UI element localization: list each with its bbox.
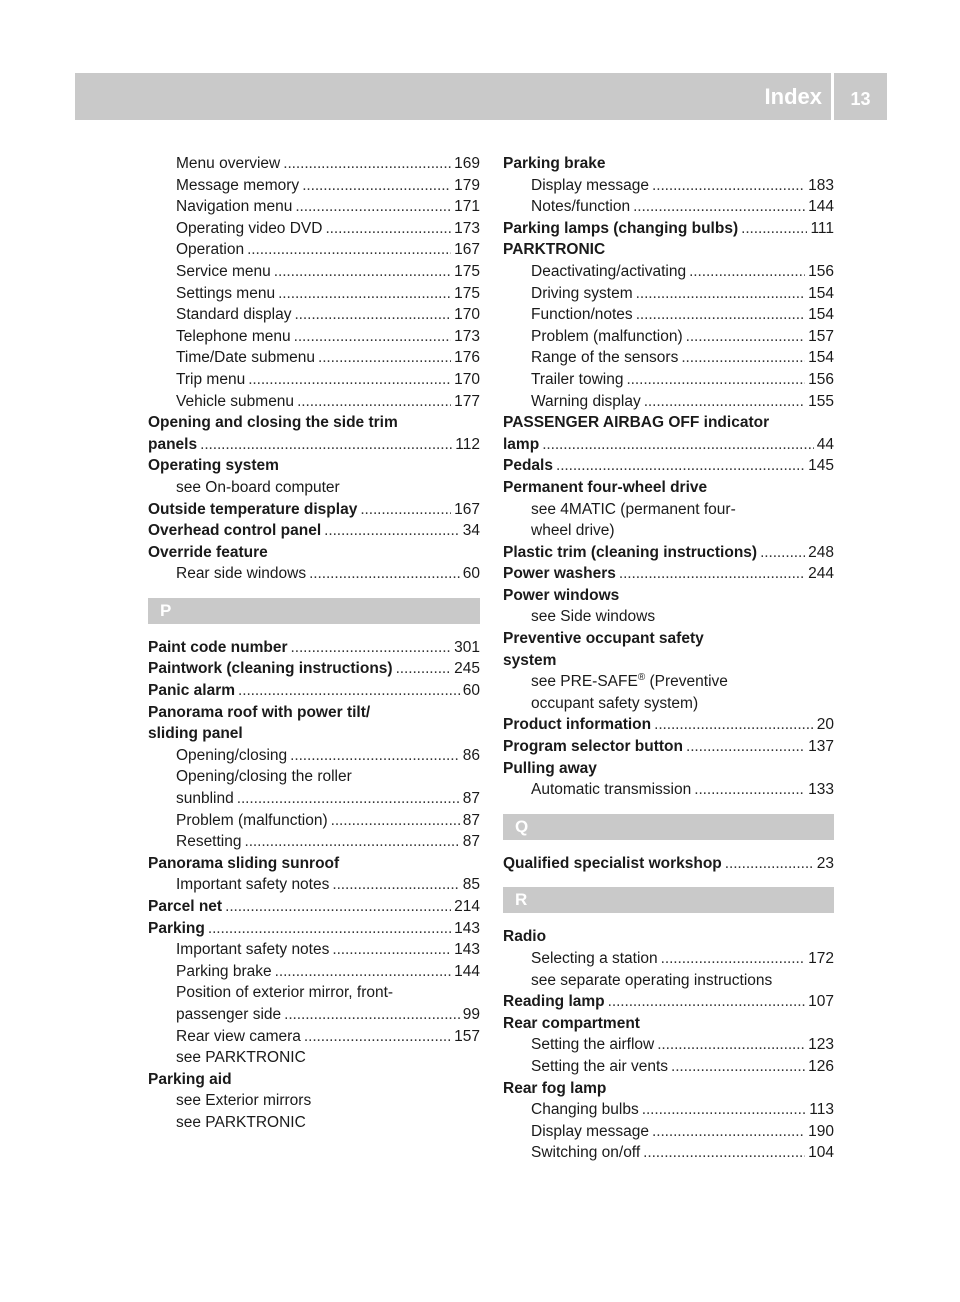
entry-page-number[interactable]: 60 (462, 682, 480, 700)
index-subentry[interactable] (148, 283, 480, 305)
index-subentry[interactable] (148, 239, 480, 261)
entry-page-number[interactable]: 179 (454, 176, 480, 194)
entry-text: Opening and closing the side trim (148, 414, 398, 432)
entry-text: Important safety notes (176, 876, 330, 894)
index-subentry[interactable] (148, 218, 480, 240)
entry-text: Opening/closing the roller (176, 768, 352, 786)
dot-leader (360, 499, 451, 521)
entry-text: Rear view camera (176, 1027, 301, 1045)
entry-text: Driving system (531, 284, 633, 302)
entry-text: Operating system (148, 457, 279, 475)
entry-text: Overhead control panel (148, 522, 322, 540)
dot-leader (633, 196, 805, 218)
index-entry[interactable] (148, 637, 480, 659)
entry-page-number[interactable]: 145 (808, 457, 834, 475)
entry-page-number[interactable]: 175 (454, 262, 480, 280)
index-subentry[interactable] (503, 779, 834, 801)
entry-page-number[interactable]: 113 (809, 1101, 834, 1119)
dot-leader (274, 261, 451, 283)
entry-text: Program selector button (503, 738, 683, 756)
entry-page-number[interactable]: 144 (454, 962, 480, 980)
entry-text: Changing bulbs (531, 1101, 639, 1119)
index-subentry[interactable] (503, 347, 834, 369)
entry-page-number[interactable]: 23 (816, 854, 834, 872)
index-entry[interactable] (148, 520, 480, 542)
dot-leader (642, 1099, 807, 1121)
dot-leader (295, 196, 451, 218)
entry-text: Settings menu (176, 284, 276, 302)
dot-leader (290, 745, 460, 767)
dot-leader (238, 680, 460, 702)
entry-page-number[interactable]: 170 (454, 306, 480, 324)
page-section-title: Index (764, 84, 822, 109)
index-subentry[interactable] (503, 304, 834, 326)
entry-text: Time/Date submenu (176, 349, 315, 367)
entry-text: Standard display (176, 306, 292, 324)
entry-page-number[interactable]: 126 (808, 1057, 834, 1075)
entry-text: Panorama roof with power tilt/ (148, 703, 371, 721)
entry-text: Override feature (148, 543, 268, 561)
index-entry (503, 239, 834, 261)
dot-leader (636, 304, 805, 326)
index-subentry[interactable] (148, 326, 480, 348)
dot-leader (244, 831, 459, 853)
entry-text: Warning display (531, 392, 641, 410)
entry-text: see Exterior mirrors (176, 1092, 312, 1110)
index-subentry[interactable] (503, 1034, 834, 1056)
index-entry[interactable] (503, 714, 834, 736)
index-entry (503, 1013, 834, 1035)
entry-text: sliding panel (148, 725, 243, 743)
entry-text: Paintwork (cleaning instructions) (148, 660, 393, 678)
entry-page-number[interactable]: 99 (462, 1005, 480, 1023)
dot-leader (278, 283, 451, 305)
entry-text: Function/notes (531, 306, 633, 324)
entry-page-number[interactable]: 155 (808, 392, 834, 410)
dot-leader (294, 304, 451, 326)
entry-text: see On-board computer (176, 478, 340, 496)
entry-text: Panorama sliding sunroof (148, 854, 340, 872)
entry-text: Service menu (176, 262, 271, 280)
entry-text: Problem (malfunction) (531, 327, 683, 345)
dot-leader (324, 520, 460, 542)
dot-leader (760, 542, 805, 564)
entry-text: Vehicle submenu (176, 392, 295, 410)
index-subentry[interactable] (148, 369, 480, 391)
entry-text: Rear fog lamp (503, 1079, 607, 1097)
dot-leader (654, 714, 814, 736)
entry-page-number[interactable]: 157 (454, 1027, 480, 1045)
index-entry (503, 650, 834, 672)
entry-text: Display message (531, 1122, 650, 1140)
entry-text: Pulling away (503, 759, 597, 777)
entry-page-number[interactable]: 60 (462, 565, 480, 583)
entry-text: see separate operating instructions (531, 971, 773, 989)
dot-leader (686, 326, 806, 348)
entry-page-number[interactable]: 104 (808, 1144, 834, 1162)
index-subentry (503, 671, 834, 693)
dot-leader (302, 175, 451, 197)
dot-leader (619, 563, 805, 585)
index-entry[interactable] (503, 991, 834, 1013)
entry-page-number[interactable]: 87 (462, 811, 480, 829)
index-entry (503, 926, 834, 948)
entry-page-number[interactable]: 123 (808, 1036, 834, 1054)
index-entry (503, 412, 834, 434)
entry-text: Paint code number (148, 638, 288, 656)
entry-page-number[interactable]: 156 (808, 262, 834, 280)
entry-text: Navigation menu (176, 198, 293, 216)
index-subentry[interactable] (148, 810, 480, 832)
index-entry (148, 412, 480, 434)
entry-text: Position of exterior mirror, front- (176, 984, 394, 1002)
dot-leader (626, 369, 805, 391)
entry-page-number[interactable]: 157 (808, 327, 834, 345)
index-subentry[interactable] (503, 369, 834, 391)
index-entry[interactable] (503, 736, 834, 758)
entry-text: Setting the air vents (531, 1057, 668, 1075)
entry-page-number[interactable]: 167 (454, 500, 480, 518)
entry-text: Problem (malfunction) (176, 811, 328, 829)
entry-page-number[interactable]: 169 (454, 155, 480, 172)
entry-text: Power windows (503, 586, 620, 604)
dot-leader (247, 239, 451, 261)
entry-text: Trip menu (176, 370, 246, 388)
entry-page-number[interactable]: 183 (808, 176, 834, 194)
entry-page-number[interactable]: 167 (454, 241, 480, 259)
entry-page-number[interactable]: 214 (454, 898, 480, 915)
index-entry (503, 758, 834, 780)
index-subentry[interactable] (148, 153, 480, 175)
entry-text: Power washers (503, 565, 616, 583)
entry-page-number[interactable]: 107 (808, 993, 834, 1011)
entry-text: PARKTRONIC (503, 241, 606, 259)
index-entry[interactable] (148, 918, 480, 940)
entry-text: Parking brake (176, 962, 272, 980)
entry-text: Outside temperature display (148, 500, 358, 518)
index-entry[interactable] (503, 563, 834, 585)
dot-leader (208, 918, 451, 940)
entry-text: Menu overview (176, 155, 281, 172)
entry-text: Parcel net (148, 898, 223, 915)
index-subentry[interactable] (148, 304, 480, 326)
entry-page-number[interactable]: 171 (454, 198, 480, 216)
entry-text: Pedals (503, 457, 553, 475)
index-entry[interactable] (503, 853, 834, 875)
index-subentry[interactable] (148, 563, 480, 585)
index-entry (148, 542, 480, 564)
entry-page-number[interactable]: 248 (808, 543, 834, 561)
entry-text: Automatic transmission (531, 781, 692, 799)
index-entry (503, 628, 834, 650)
index-entry[interactable] (148, 680, 480, 702)
dot-leader (694, 779, 805, 801)
index-subentry[interactable] (148, 196, 480, 218)
dot-leader (284, 1004, 460, 1026)
dot-leader (671, 1056, 805, 1078)
index-subentry[interactable] (503, 175, 834, 197)
dot-leader (294, 326, 452, 348)
index-entry[interactable] (503, 434, 834, 456)
index-subentry (503, 970, 834, 992)
index-subentry (503, 520, 834, 542)
entry-text: lamp (503, 435, 540, 453)
entry-text: see PARKTRONIC (176, 1049, 306, 1067)
index-subentry[interactable] (148, 175, 480, 197)
index-entry[interactable] (148, 499, 480, 521)
index-subentry (148, 766, 480, 788)
registered-mark: ® (637, 672, 646, 684)
dot-leader (283, 153, 451, 175)
index-subentry[interactable] (503, 196, 834, 218)
entry-text: sunblind (176, 790, 234, 808)
section-letter-p: P (148, 598, 480, 624)
dot-leader (200, 434, 452, 456)
entry-text: Deactivating/activating (531, 262, 687, 280)
index-subentry (148, 477, 480, 499)
dot-leader (661, 948, 805, 970)
entry-text: wheel drive) (531, 522, 615, 540)
entry-text: Rear compartment (503, 1014, 640, 1032)
entry-text: Range of the sensors (531, 349, 679, 367)
index-entry (503, 585, 834, 607)
index-subentry[interactable] (148, 261, 480, 283)
entry-text: Product information (503, 716, 652, 734)
index-entry (148, 723, 480, 745)
index-subentry[interactable] (148, 874, 480, 896)
dot-leader (652, 1121, 805, 1143)
dot-leader (275, 961, 451, 983)
entry-page-number[interactable]: 133 (808, 781, 834, 799)
entry-text: Opening/closing (176, 746, 288, 764)
dot-leader (297, 391, 451, 413)
entry-page-number[interactable]: 176 (454, 349, 480, 367)
index-entry[interactable] (148, 896, 480, 918)
entry-page-number[interactable]: 170 (454, 370, 480, 388)
dot-leader (332, 874, 459, 896)
entry-page-number[interactable]: 175 (454, 284, 480, 302)
entry-text: passenger side (176, 1005, 282, 1023)
section-letter-q: Q (503, 814, 834, 840)
index-subentry[interactable] (503, 948, 834, 970)
entry-text: Notes/function (531, 198, 631, 216)
entry-text: Telephone menu (176, 327, 291, 345)
entry-page-number[interactable]: 143 (454, 919, 480, 937)
index-subentry[interactable] (503, 261, 834, 283)
dot-leader (325, 218, 451, 240)
dot-leader (309, 563, 460, 585)
entry-page-number[interactable]: 301 (454, 638, 480, 656)
entry-text: Parking brake (503, 155, 606, 172)
index-entry (148, 455, 480, 477)
index-subentry[interactable] (148, 1004, 480, 1026)
entry-page-number[interactable]: 244 (808, 565, 834, 583)
index-entry[interactable] (148, 434, 480, 456)
index-subentry[interactable] (503, 1121, 834, 1143)
entry-text: Operation (176, 241, 245, 259)
entry-page-number[interactable]: 190 (808, 1122, 834, 1140)
dot-leader (681, 347, 805, 369)
entry-text: system (503, 651, 557, 669)
entry-text: see PARKTRONIC (176, 1113, 306, 1131)
entry-text: Trailer towing (531, 370, 624, 388)
index-entry[interactable] (503, 455, 834, 477)
entry-text: Selecting a station (531, 950, 658, 967)
index-subentry[interactable] (148, 831, 480, 853)
entry-page-number[interactable]: 173 (454, 327, 480, 345)
index-subentry (503, 499, 834, 521)
index-subentry[interactable] (148, 961, 480, 983)
entry-text: occupant safety system) (531, 694, 699, 712)
dot-leader (686, 736, 805, 758)
entry-text: Display message (531, 176, 650, 194)
entry-page-number[interactable]: 44 (816, 435, 834, 453)
index-subentry[interactable] (503, 1056, 834, 1078)
entry-text: Setting the airflow (531, 1036, 655, 1054)
index-entry (148, 702, 480, 724)
dot-leader (608, 991, 805, 1013)
entry-page-number[interactable]: 20 (816, 716, 834, 734)
entry-page-number[interactable]: 85 (462, 876, 480, 894)
entry-text: Parking lamps (changing bulbs) (503, 219, 739, 237)
entry-text: Plastic trim (cleaning instructions) (503, 543, 758, 561)
index-subentry[interactable] (503, 1099, 834, 1121)
index-entry[interactable] (503, 542, 834, 564)
entry-text: Permanent four-wheel drive (503, 478, 708, 496)
dot-leader (741, 218, 807, 240)
entry-text: Rear side windows (176, 565, 307, 583)
dot-leader (542, 434, 814, 456)
index-subentry (148, 1090, 480, 1112)
entry-page-number[interactable]: 245 (454, 660, 480, 678)
entry-page-number[interactable]: 34 (462, 522, 480, 540)
entry-text: panels (148, 435, 198, 453)
dot-leader (636, 283, 805, 305)
index-subentry[interactable] (148, 347, 480, 369)
entry-page-number[interactable]: 112 (455, 435, 480, 453)
dot-leader (331, 810, 460, 832)
section-letter-r: R (503, 887, 834, 913)
entry-page-number[interactable]: 111 (810, 219, 834, 237)
entry-text: Preventive occupant safety (503, 630, 704, 648)
index-entry (503, 477, 834, 499)
dot-leader (332, 939, 451, 961)
index-subentry[interactable] (503, 326, 834, 348)
index-entry (148, 1069, 480, 1091)
dot-leader (237, 788, 460, 810)
entry-text: Qualified specialist workshop (503, 854, 722, 872)
dot-leader (689, 261, 805, 283)
entry-text: see 4MATIC (permanent four- (531, 500, 736, 518)
dot-leader (652, 175, 805, 197)
entry-page-number[interactable]: 87 (462, 790, 480, 808)
index-subentry[interactable] (148, 745, 480, 767)
entry-text: Parking (148, 919, 205, 937)
dot-leader (225, 896, 451, 918)
entry-text: PASSENGER AIRBAG OFF indicator (503, 414, 770, 432)
dot-leader (291, 637, 452, 659)
entry-text: Parking aid (148, 1070, 232, 1088)
index-subentry[interactable] (148, 939, 480, 961)
dot-leader (556, 455, 805, 477)
entry-page-number[interactable]: 156 (808, 370, 834, 388)
entry-page-number[interactable]: 177 (454, 392, 480, 410)
index-entry (503, 153, 834, 175)
entry-text: Message memory (176, 176, 300, 194)
entry-text: Switching on/off (531, 1144, 641, 1162)
index-subentry[interactable] (148, 1026, 480, 1048)
entry-page-number[interactable]: 154 (808, 306, 834, 324)
entry-text: Operating video DVD (176, 219, 323, 237)
dot-leader (643, 1142, 805, 1164)
index-subentry[interactable] (503, 283, 834, 305)
entry-page-number[interactable]: 87 (462, 833, 480, 851)
entry-text: Reading lamp (503, 993, 605, 1011)
dot-leader (644, 391, 805, 413)
entry-page-number[interactable]: 86 (462, 746, 480, 764)
index-column-right (503, 153, 834, 1164)
index-subentry[interactable] (503, 391, 834, 413)
entry-text: Radio (503, 928, 547, 946)
index-subentry[interactable] (503, 1142, 834, 1164)
dot-leader (396, 658, 452, 680)
dot-leader (725, 853, 814, 875)
dot-leader (248, 369, 451, 391)
index-column-left (148, 153, 480, 1134)
index-entry[interactable] (148, 658, 480, 680)
index-subentry[interactable] (148, 391, 480, 413)
page-number: 13 (850, 89, 871, 109)
index-entry (503, 1078, 834, 1100)
index-entry (148, 853, 480, 875)
entry-text: see PRE-SAFE® (Preventive (531, 672, 728, 691)
entry-text: Important safety notes (176, 941, 330, 959)
index-subentry (148, 1112, 480, 1134)
index-subentry (503, 606, 834, 628)
index-subentry (148, 982, 480, 1004)
entry-text: Panic alarm (148, 682, 236, 700)
entry-page-number[interactable]: 144 (808, 198, 834, 216)
entry-page-number[interactable]: 154 (808, 284, 834, 302)
entry-text: see Side windows (531, 608, 656, 626)
dot-leader (657, 1034, 805, 1056)
entry-page-number[interactable]: 143 (454, 941, 480, 959)
entry-page-number[interactable]: 137 (808, 738, 834, 756)
index-subentry (503, 693, 834, 715)
index-subentry (148, 1047, 480, 1069)
entry-page-number[interactable]: 172 (808, 950, 834, 967)
dot-leader (304, 1026, 451, 1048)
entry-text: Resetting (176, 833, 242, 851)
index-entry[interactable] (503, 218, 834, 240)
dot-leader (318, 347, 451, 369)
entry-page-number[interactable]: 173 (454, 219, 480, 237)
index-subentry[interactable] (148, 788, 480, 810)
entry-page-number[interactable]: 154 (808, 349, 834, 367)
